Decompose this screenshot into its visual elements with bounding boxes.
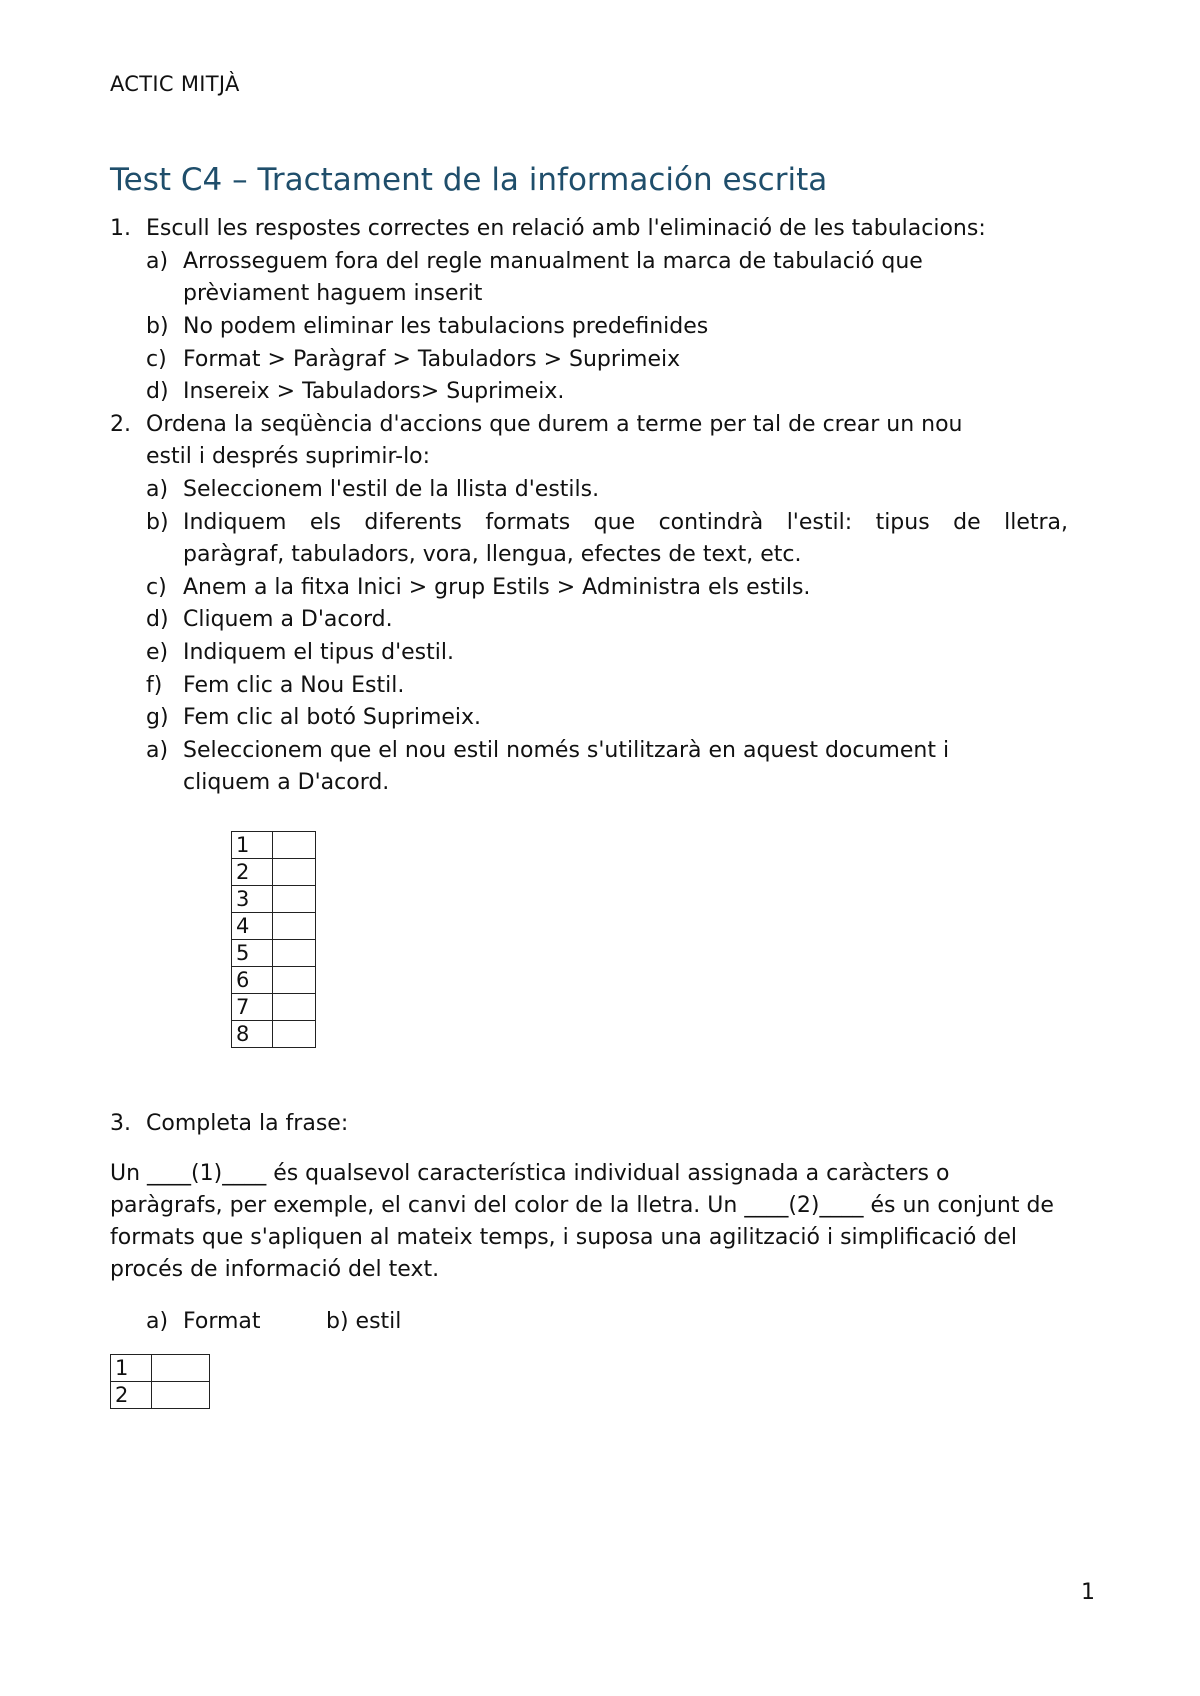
answer-cell[interactable] (152, 1355, 210, 1382)
page-title: Test C4 – Tractament de la información escrita (110, 162, 828, 198)
table-row (232, 940, 316, 967)
row-number: 1 (232, 832, 273, 859)
option-letter: a) (146, 249, 169, 274)
option-text: Format > Paràgraf > Tabuladors > Suprimeix (183, 347, 681, 372)
row-number: 3 (232, 886, 273, 913)
answer-cell[interactable] (273, 994, 316, 1021)
row-number: 4 (232, 913, 273, 940)
answer-cell[interactable] (273, 940, 316, 967)
option-letter: a) (146, 1309, 169, 1334)
answer-cell[interactable] (273, 859, 316, 886)
question-number: 3. (110, 1111, 131, 1136)
option-text: paràgraf, tabuladors, vora, llengua, efectes de text, etc. (183, 542, 802, 567)
option-letter: d) (146, 379, 169, 404)
answer-table (231, 831, 316, 1048)
option-letter: c) (146, 347, 167, 372)
row-number: 7 (232, 994, 273, 1021)
option-text: Seleccionem l'estil de la llista d'estils. (183, 477, 600, 502)
option-text: Cliquem a D'acord. (183, 607, 393, 632)
option-text: Fem clic al botó Suprimeix. (183, 705, 482, 730)
answer-cell[interactable] (273, 967, 316, 994)
row-number: 8 (232, 1021, 273, 1048)
table-row (232, 859, 316, 886)
answer-cell[interactable] (273, 886, 316, 913)
option-text: Fem clic a Nou Estil. (183, 673, 405, 698)
option-text: Arrosseguem fora del regle manualment la marca de tabulació que (183, 249, 923, 274)
option-text: No podem eliminar les tabulacions predefinides (183, 314, 709, 339)
row-number: 2 (111, 1382, 152, 1409)
row-number: 2 (232, 859, 273, 886)
answer-cell[interactable] (273, 1021, 316, 1048)
option-letter: c) (146, 575, 167, 600)
table-row (232, 886, 316, 913)
option-letter: b) (146, 510, 169, 535)
table-row (232, 913, 316, 940)
answer-cell[interactable] (152, 1382, 210, 1409)
answer-table (110, 1354, 210, 1409)
question-number: 2. (110, 412, 131, 437)
choice-b: b) estil (326, 1309, 402, 1334)
option-letter: a) (146, 477, 169, 502)
table-row (111, 1382, 210, 1409)
table-row (232, 1021, 316, 1048)
option-letter: d) (146, 607, 169, 632)
option-text: Indiquem el tipus d'estil. (183, 640, 454, 665)
row-number: 1 (111, 1355, 152, 1382)
option-text: Anem a la fitxa Inici > grup Estils > Administra els estils. (183, 575, 811, 600)
question-text: Escull les respostes correctes en relació amb l'eliminació de les tabulacions: (146, 216, 986, 241)
answer-cell[interactable] (273, 832, 316, 859)
fill-in-paragraph: Un ____(1)____ és qualsevol característica individual assignada a caràcters o paràgrafs, per exemple, el canvi del color de la lletra. Un ____(2)____ és un conjunt de formats que s'apliquen al mateix temps, i suposa una agilització i simplificació del procés de informació del text. (110, 1161, 1054, 1282)
choice-a: Format (183, 1309, 261, 1334)
option-letter: a) (146, 738, 169, 763)
option-text: cliquem a D'acord. (183, 770, 390, 795)
table-row (111, 1355, 210, 1382)
option-text: Seleccionem que el nou estil només s'utilitzarà en aquest document i (183, 738, 950, 763)
page-number: 1 (1081, 1580, 1095, 1605)
row-number: 5 (232, 940, 273, 967)
document-header: ACTIC MITJÀ (110, 72, 240, 96)
option-text: prèviament haguem inserit (183, 281, 483, 306)
answer-cell[interactable] (273, 913, 316, 940)
option-text: Insereix > Tabuladors> Suprimeix. (183, 379, 565, 404)
table-row (232, 967, 316, 994)
question-number: 1. (110, 216, 131, 241)
question-text: Completa la frase: (146, 1111, 349, 1136)
option-letter: f) (146, 673, 163, 698)
option-letter: b) (146, 314, 169, 339)
table-row (232, 832, 316, 859)
option-text: Indiquem els diferents formats que contindrà l'estil: tipus de lletra, (183, 510, 1068, 535)
question-text: estil i després suprimir-lo: (146, 444, 431, 469)
row-number: 6 (232, 967, 273, 994)
option-letter: g) (146, 705, 169, 730)
option-letter: e) (146, 640, 169, 665)
table-row (232, 994, 316, 1021)
question-text: Ordena la seqüència d'accions que durem a terme per tal de crear un nou (146, 412, 963, 437)
